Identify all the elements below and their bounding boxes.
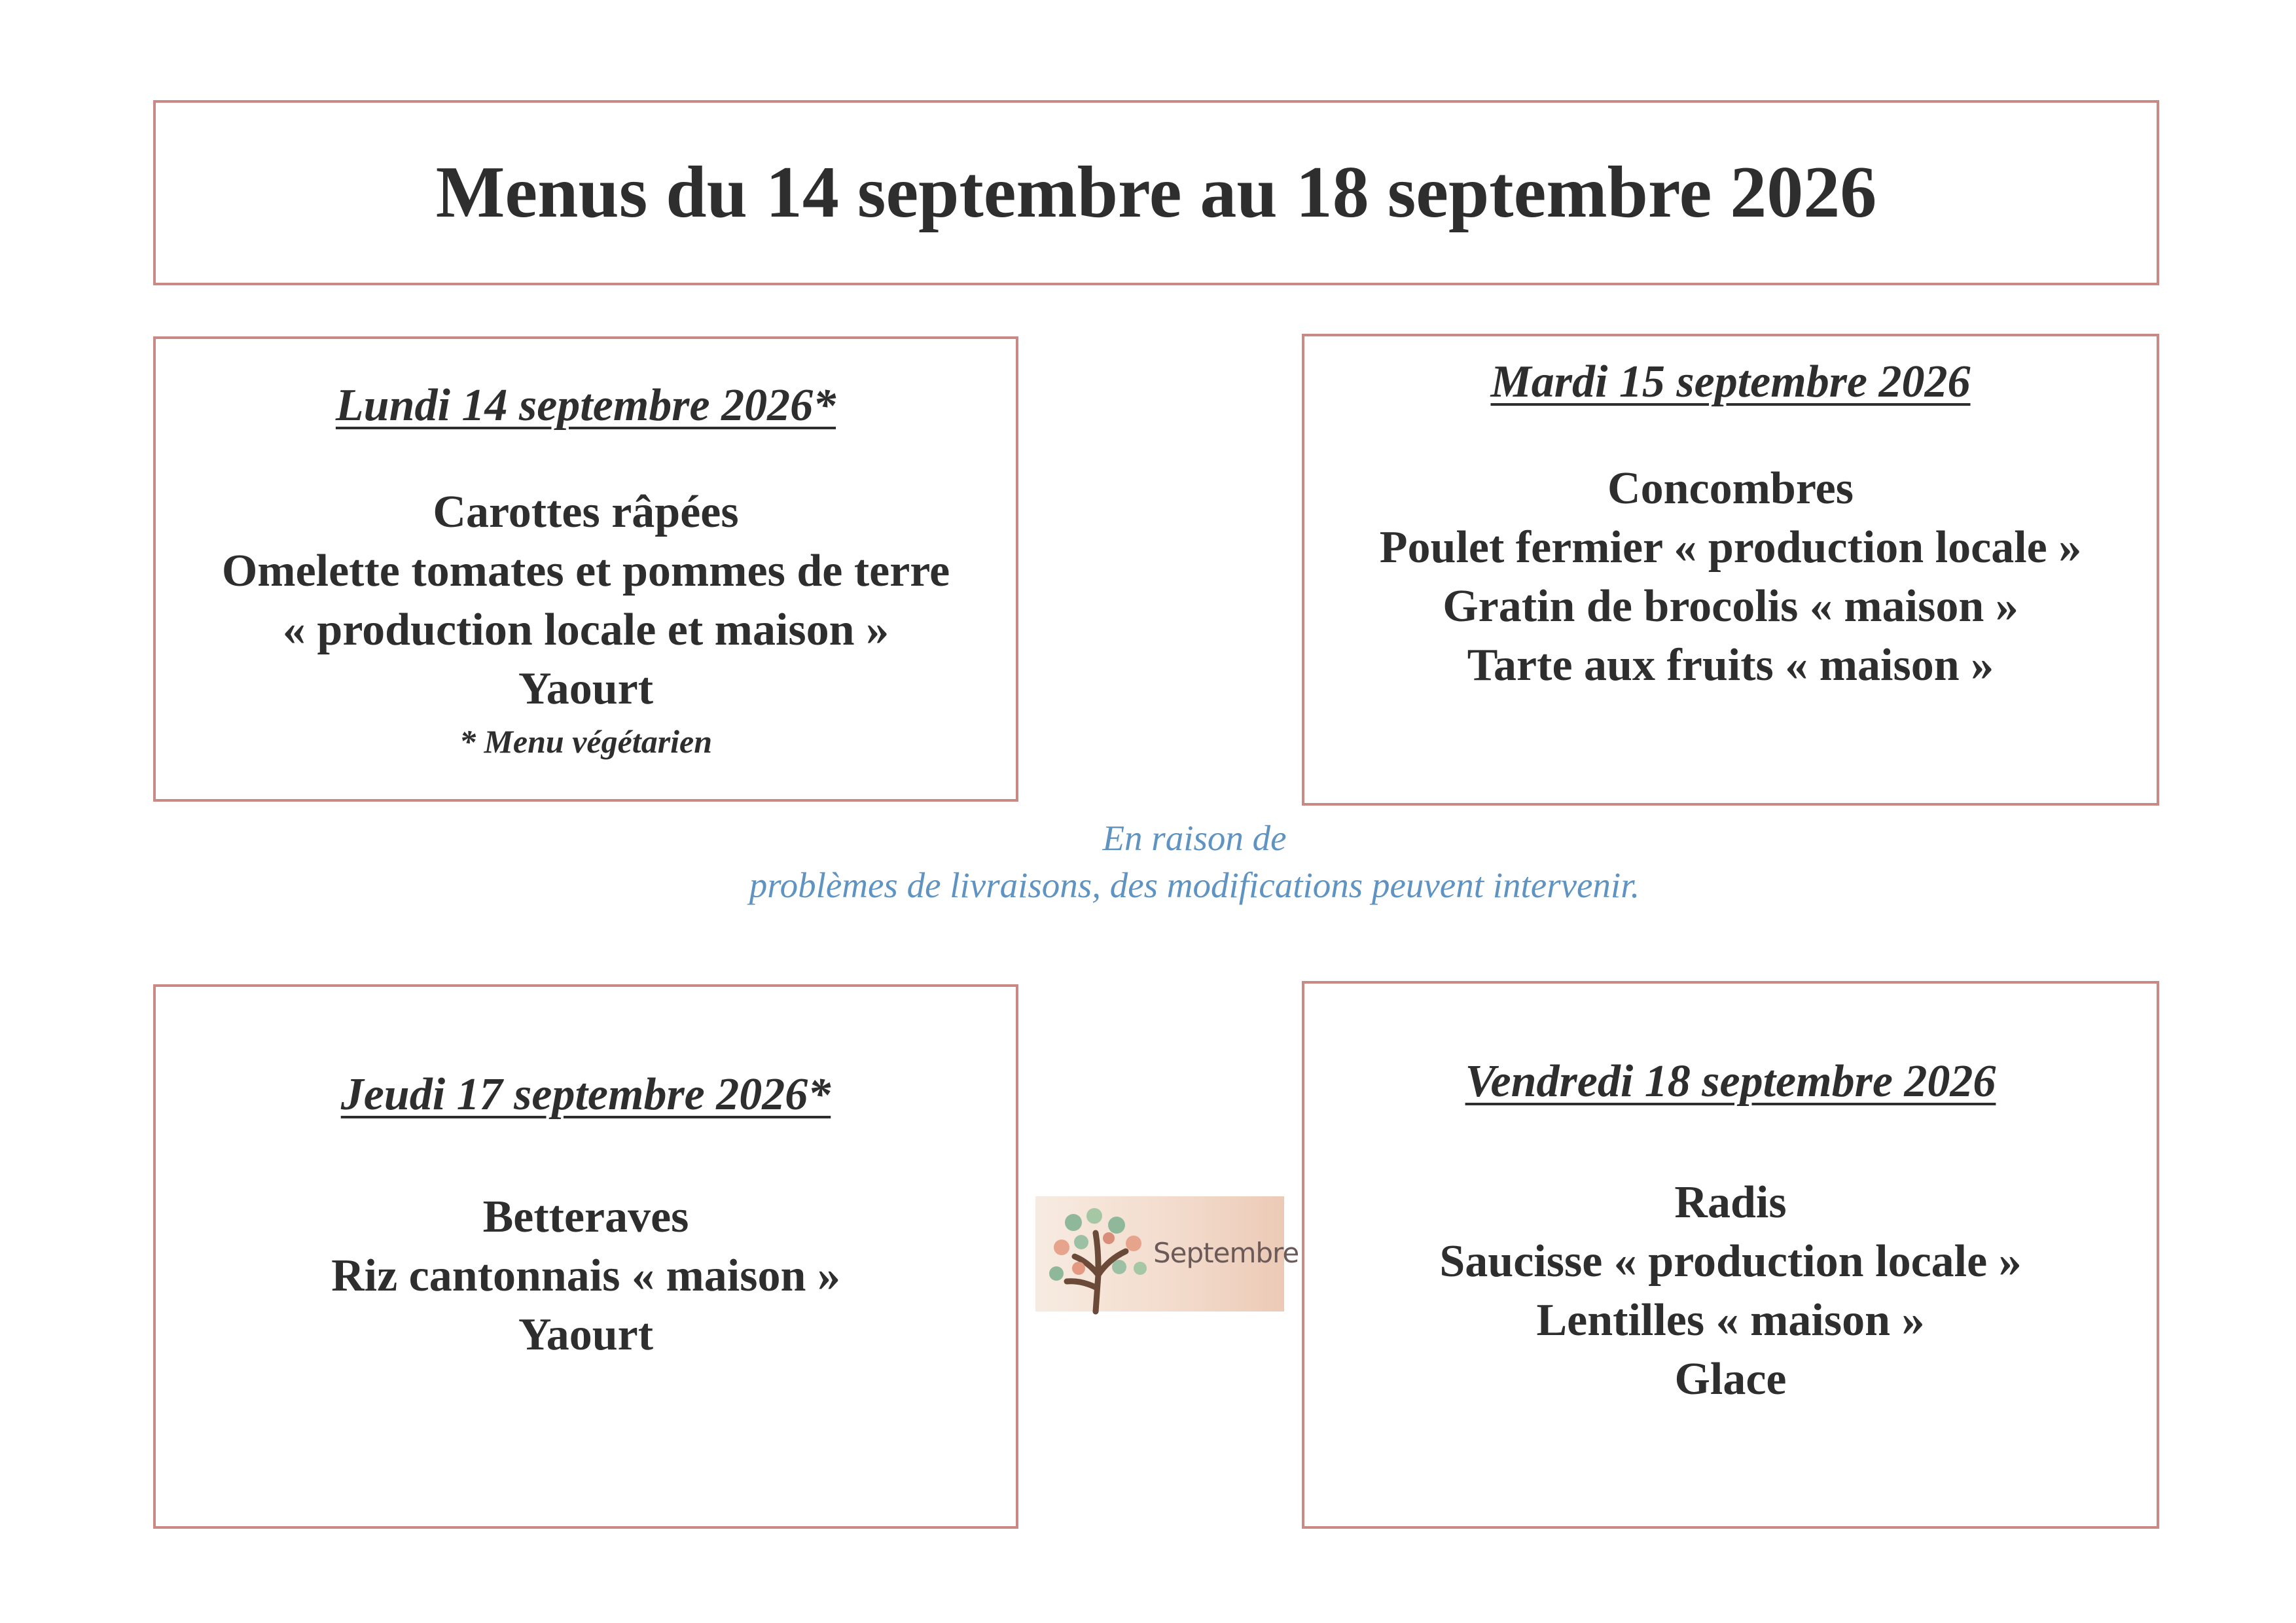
day-heading: Lundi 14 septembre 2026* (335, 380, 836, 431)
dish-list (156, 1188, 1016, 1364)
dish-item: Saucisse « production locale » (1439, 1236, 2022, 1287)
day-heading: Jeudi 17 septembre 2026* (340, 1069, 831, 1120)
title-box (153, 100, 2159, 285)
dish-item: Poulet fermier « production locale » (1379, 522, 2082, 573)
dish-item: Radis (1674, 1177, 1787, 1228)
menu-card-jeudi (153, 984, 1018, 1529)
dish-item: Yaourt (518, 664, 654, 714)
dish-item: Betteraves (482, 1192, 689, 1242)
dish-item: Lentilles « maison » (1536, 1295, 1925, 1346)
logo-label: Septembre (1153, 1237, 1299, 1269)
dish-item: Gratin de brocolis « maison » (1443, 581, 2018, 632)
dish-item: Concombres (1607, 463, 1854, 514)
notice-line: problèmes de livraisons, des modifications peuvent intervenir. (749, 865, 1640, 905)
september-logo (1035, 1196, 1299, 1311)
menu-card-lundi (153, 336, 1018, 802)
day-heading: Vendredi 18 septembre 2026 (1465, 1056, 1996, 1107)
dish-list (1304, 459, 2157, 695)
menu-card-vendredi (1302, 981, 2159, 1529)
dish-item: « production locale et maison » (282, 605, 889, 655)
dish-list (156, 483, 1016, 764)
page-title: Menus du 14 septembre au 18 septembre 2026 (435, 152, 1877, 233)
day-heading: Mardi 15 septembre 2026 (1490, 357, 1971, 407)
dish-item: Riz cantonnais « maison » (331, 1251, 840, 1301)
delivery-notice (655, 815, 1734, 909)
dish-item: Yaourt (518, 1310, 654, 1360)
menu-card-mardi (1302, 334, 2159, 806)
dish-item: Glace (1674, 1354, 1787, 1404)
notice-line: En raison de (1102, 818, 1287, 858)
dish-item: Tarte aux fruits « maison » (1467, 640, 1994, 690)
vegetarian-note: * Menu végétarien (459, 723, 713, 760)
dish-item: Carottes râpées (433, 487, 739, 537)
autumn-tree-icon (1035, 1196, 1153, 1311)
dish-list (1304, 1173, 2157, 1409)
dish-item: Omelette tomates et pommes de terre (221, 546, 950, 596)
